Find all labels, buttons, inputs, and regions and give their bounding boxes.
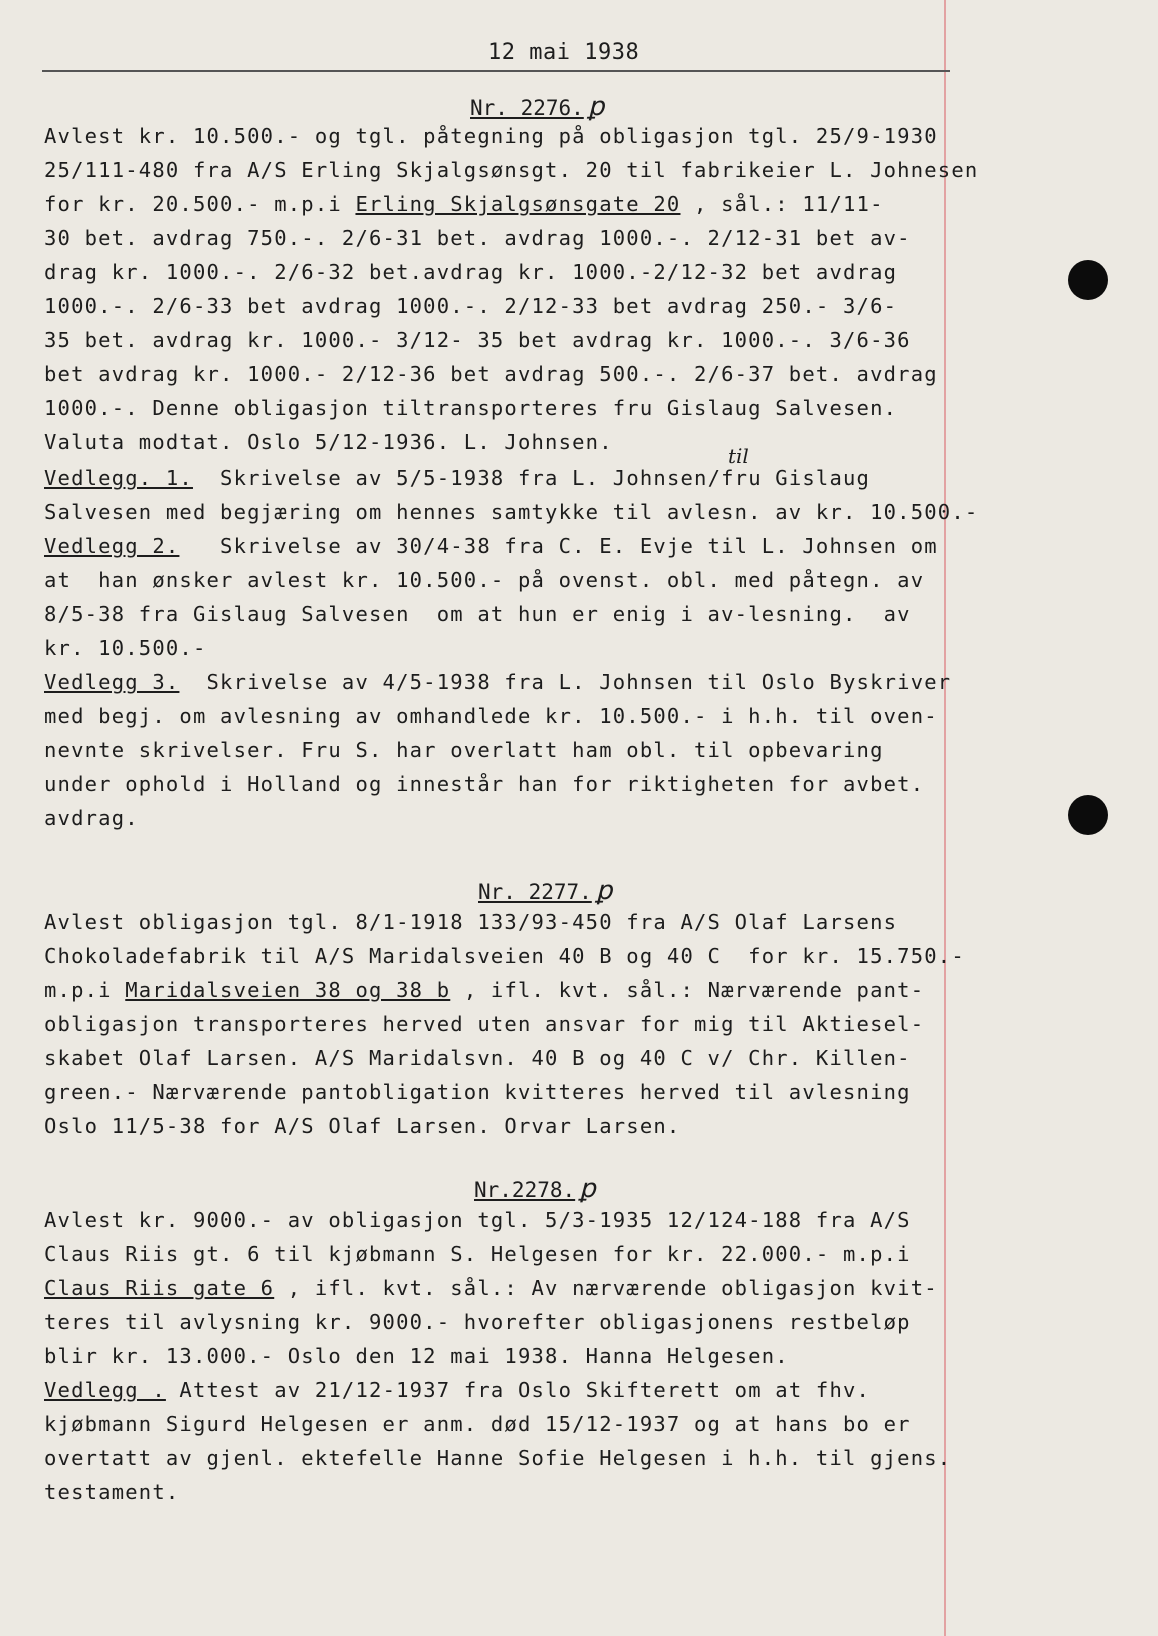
text-line: Avlest obligasjon tgl. 8/1-1918 133/93-450 fra A/S Olaf Larsens <box>44 910 898 934</box>
text-line: blir kr. 13.000.- Oslo den 12 mai 1938. Hanna Helgesen. <box>44 1344 789 1368</box>
text-line: nevnte skrivelser. Fru S. har overlatt ham obl. til opbevaring <box>44 738 884 762</box>
text-line: kjøbmann Sigurd Helgesen er anm. død 15/12-1937 og at hans bo er <box>44 1412 911 1436</box>
punch-hole <box>1068 795 1108 835</box>
text-line: for kr. 20.500.- m.p.i Erling Skjalgsønsgate 20 , sål.: 11/11- <box>44 192 884 216</box>
text-line: at han ønsker avlest kr. 10.500.- på ovenst. obl. med påtegn. av <box>44 568 925 592</box>
text-line: 35 bet. avdrag kr. 1000.- 3/12- 35 bet avdrag kr. 1000.-. 3/6-36 <box>44 328 911 352</box>
attachment-line: Vedlegg 2. Skrivelse av 30/4-38 fra C. E. Evje til L. Johnsen om <box>44 534 938 558</box>
attachment-label: Vedlegg. 1. <box>44 466 193 490</box>
text-line: overtatt av gjenl. ektefelle Hanne Sofie Helgesen i h.h. til gjens. <box>44 1446 952 1470</box>
text-line: kr. 10.500.- <box>44 636 207 660</box>
initials-mark: ꝑ <box>595 876 613 906</box>
entry-number: Nr.2278. ꝑ <box>474 1174 596 1204</box>
page-date: 12 mai 1938 <box>488 40 640 65</box>
text-line: med begj. om avlesning av omhandlede kr. 10.500.- i h.h. til oven- <box>44 704 938 728</box>
text-line: teres til avlysning kr. 9000.- hvorefter obligasjonens restbeløp <box>44 1310 911 1334</box>
text-line: skabet Olaf Larsen. A/S Maridalsvn. 40 B og 40 C v/ Chr. Killen- <box>44 1046 911 1070</box>
text-line: 8/5-38 fra Gislaug Salvesen om at hun er enig i av-lesning. av <box>44 602 911 626</box>
text-line: obligasjon transporteres herved uten ansvar for mig til Aktiesel- <box>44 1012 925 1036</box>
text-line: 1000.-. Denne obligasjon tiltransporteres fru Gislaug Salvesen. <box>44 396 898 420</box>
text-line: Valuta modtat. Oslo 5/12-1936. L. Johnsen. <box>44 430 613 454</box>
text-line: Salvesen med begjæring om hennes samtykke til avlesn. av kr. 10.500.- <box>44 500 979 524</box>
handwritten-insert: til <box>728 444 749 468</box>
punch-hole <box>1068 260 1108 300</box>
attachment-line: Vedlegg . Attest av 21/12-1937 fra Oslo Skifterett om at fhv. <box>44 1378 871 1402</box>
text-line: avdrag. <box>44 806 139 830</box>
text-line: Avlest kr. 9000.- av obligasjon tgl. 5/3-1935 12/124-188 fra A/S <box>44 1208 911 1232</box>
text-line: Avlest kr. 10.500.- og tgl. påtegning på obligasjon tgl. 25/9-1930 <box>44 124 938 148</box>
text-line: 25/111-480 fra A/S Erling Skjalgsønsgt. 20 til fabrikeier L. Johnesen <box>44 158 979 182</box>
initials-mark: ꝑ <box>587 92 605 122</box>
property-name: Maridalsveien 38 og 38 b <box>125 978 451 1002</box>
text-line: green.- Nærværende pantobligation kvitteres herved til avlesning <box>44 1080 911 1104</box>
text-line: Oslo 11/5-38 for A/S Olaf Larsen. Orvar Larsen. <box>44 1114 681 1138</box>
property-name: Claus Riis gate 6 <box>44 1276 275 1300</box>
text-line: Claus Riis gt. 6 til kjøbmann S. Helgesen for kr. 22.000.- m.p.i <box>44 1242 911 1266</box>
text-line: 1000.-. 2/6-33 bet avdrag 1000.-. 2/12-33 bet avdrag 250.- 3/6- <box>44 294 898 318</box>
margin-line <box>944 0 946 1636</box>
attachment-label: Vedlegg . <box>44 1378 166 1402</box>
text-line: Chokoladefabrik til A/S Maridalsveien 40 B og 40 C for kr. 15.750.- <box>44 944 965 968</box>
initials-mark: ꝑ <box>579 1174 596 1204</box>
text-line: drag kr. 1000.-. 2/6-32 bet.avdrag kr. 1000.-2/12-32 bet avdrag <box>44 260 898 284</box>
entry-number: Nr. 2277. ꝑ <box>478 876 613 906</box>
text-line: under ophold i Holland og innestår han for riktigheten for avbet. <box>44 772 925 796</box>
header-rule <box>42 70 950 72</box>
text-line: m.p.i Maridalsveien 38 og 38 b , ifl. kvt. sål.: Nærværende pant- <box>44 978 925 1002</box>
attachment-line: Vedlegg. 1. Skrivelse av 5/5-1938 fra L. Johnsen/fru Gislaug <box>44 466 871 490</box>
property-name: Erling Skjalgsønsgate 20 <box>355 192 681 216</box>
attachment-label: Vedlegg 3. <box>44 670 180 694</box>
attachment-line: Vedlegg 3. Skrivelse av 4/5-1938 fra L. Johnsen til Oslo Byskriver <box>44 670 952 694</box>
text-line: testament. <box>44 1480 180 1504</box>
text-line: Claus Riis gate 6 , ifl. kvt. sål.: Av nærværende obligasjon kvit- <box>44 1276 938 1300</box>
text-line: 30 bet. avdrag 750.-. 2/6-31 bet. avdrag 1000.-. 2/12-31 bet av- <box>44 226 911 250</box>
attachment-label: Vedlegg 2. <box>44 534 180 558</box>
text-line: bet avdrag kr. 1000.- 2/12-36 bet avdrag 500.-. 2/6-37 bet. avdrag <box>44 362 938 386</box>
entry-number: Nr. 2276. ꝑ <box>470 92 605 122</box>
